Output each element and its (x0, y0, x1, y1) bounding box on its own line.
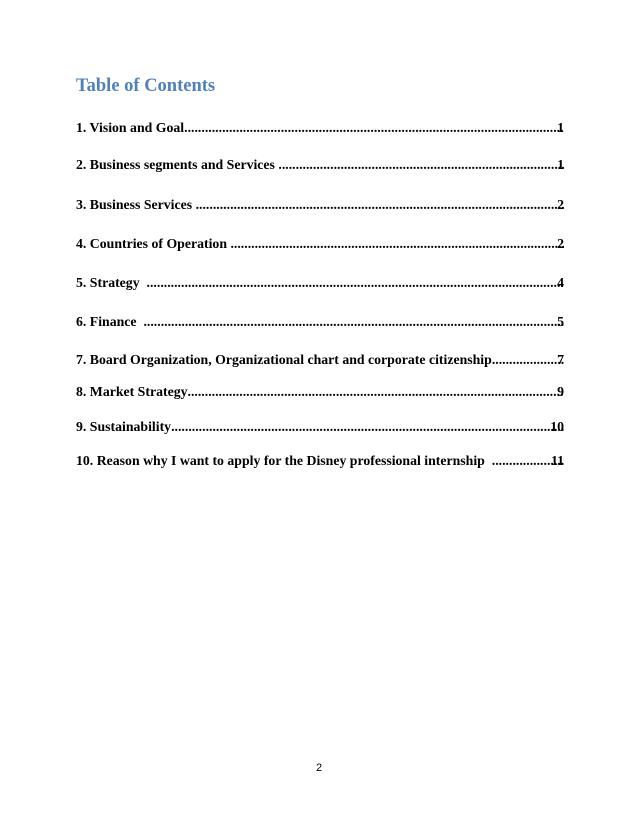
toc-dot-leader (184, 120, 564, 135)
toc-page-number: 5 (557, 314, 564, 329)
toc-entry[interactable] (76, 235, 564, 253)
toc-page-number: 2 (557, 197, 564, 212)
toc-dot-leader (196, 197, 564, 212)
toc-entry-label: 9. Sustainability (76, 419, 172, 434)
toc-dot-leader (188, 384, 565, 399)
toc-dot-leader (147, 275, 564, 290)
toc-page-number: 9 (557, 384, 564, 399)
toc-entry-label: 7. Board Organization, Organizational chart and corporate citizenship (76, 352, 492, 367)
toc-entry-label: 10. Reason why I want to apply for the Disney professional internship (76, 453, 492, 468)
toc-entry[interactable] (76, 274, 564, 292)
toc-entry-label: 4. Countries of Operation (76, 236, 231, 251)
toc-entry[interactable] (76, 156, 564, 174)
toc-page-number: 1 (557, 120, 564, 135)
toc-dot-leader (143, 314, 564, 329)
toc-entry-label: 5. Strategy (76, 275, 147, 290)
toc-page-number: 7 (557, 352, 564, 367)
toc-entry[interactable] (76, 313, 564, 331)
toc-entry[interactable] (76, 418, 564, 436)
toc-dot-leader (492, 352, 564, 367)
page-number: 2 (315, 762, 323, 774)
toc-entry-label: 3. Business Services (76, 197, 196, 212)
toc-page-number: 1 (557, 157, 564, 172)
toc-title: Table of Contents (76, 76, 216, 96)
toc-entry[interactable] (76, 196, 564, 214)
toc-entry[interactable] (76, 383, 564, 401)
toc-entry-label: 6. Finance (76, 314, 144, 329)
toc-entry-label: 1. Vision and Goal (76, 120, 185, 135)
toc-dot-leader (230, 236, 564, 251)
toc-entry[interactable] (76, 452, 564, 470)
toc-page-number: 10 (550, 419, 564, 434)
toc-page-number: 2 (557, 236, 564, 251)
toc-entry[interactable] (76, 119, 564, 137)
toc-dot-leader (171, 419, 564, 434)
toc-dot-leader (492, 453, 564, 468)
toc-page-number: 11 (550, 453, 564, 468)
toc-dot-leader (278, 157, 564, 172)
toc-entry-label: 2. Business segments and Services (76, 157, 279, 172)
toc-entry-label: 8. Market Strategy (76, 384, 188, 399)
toc-page-number: 4 (557, 275, 564, 290)
toc-entry[interactable] (76, 351, 564, 369)
